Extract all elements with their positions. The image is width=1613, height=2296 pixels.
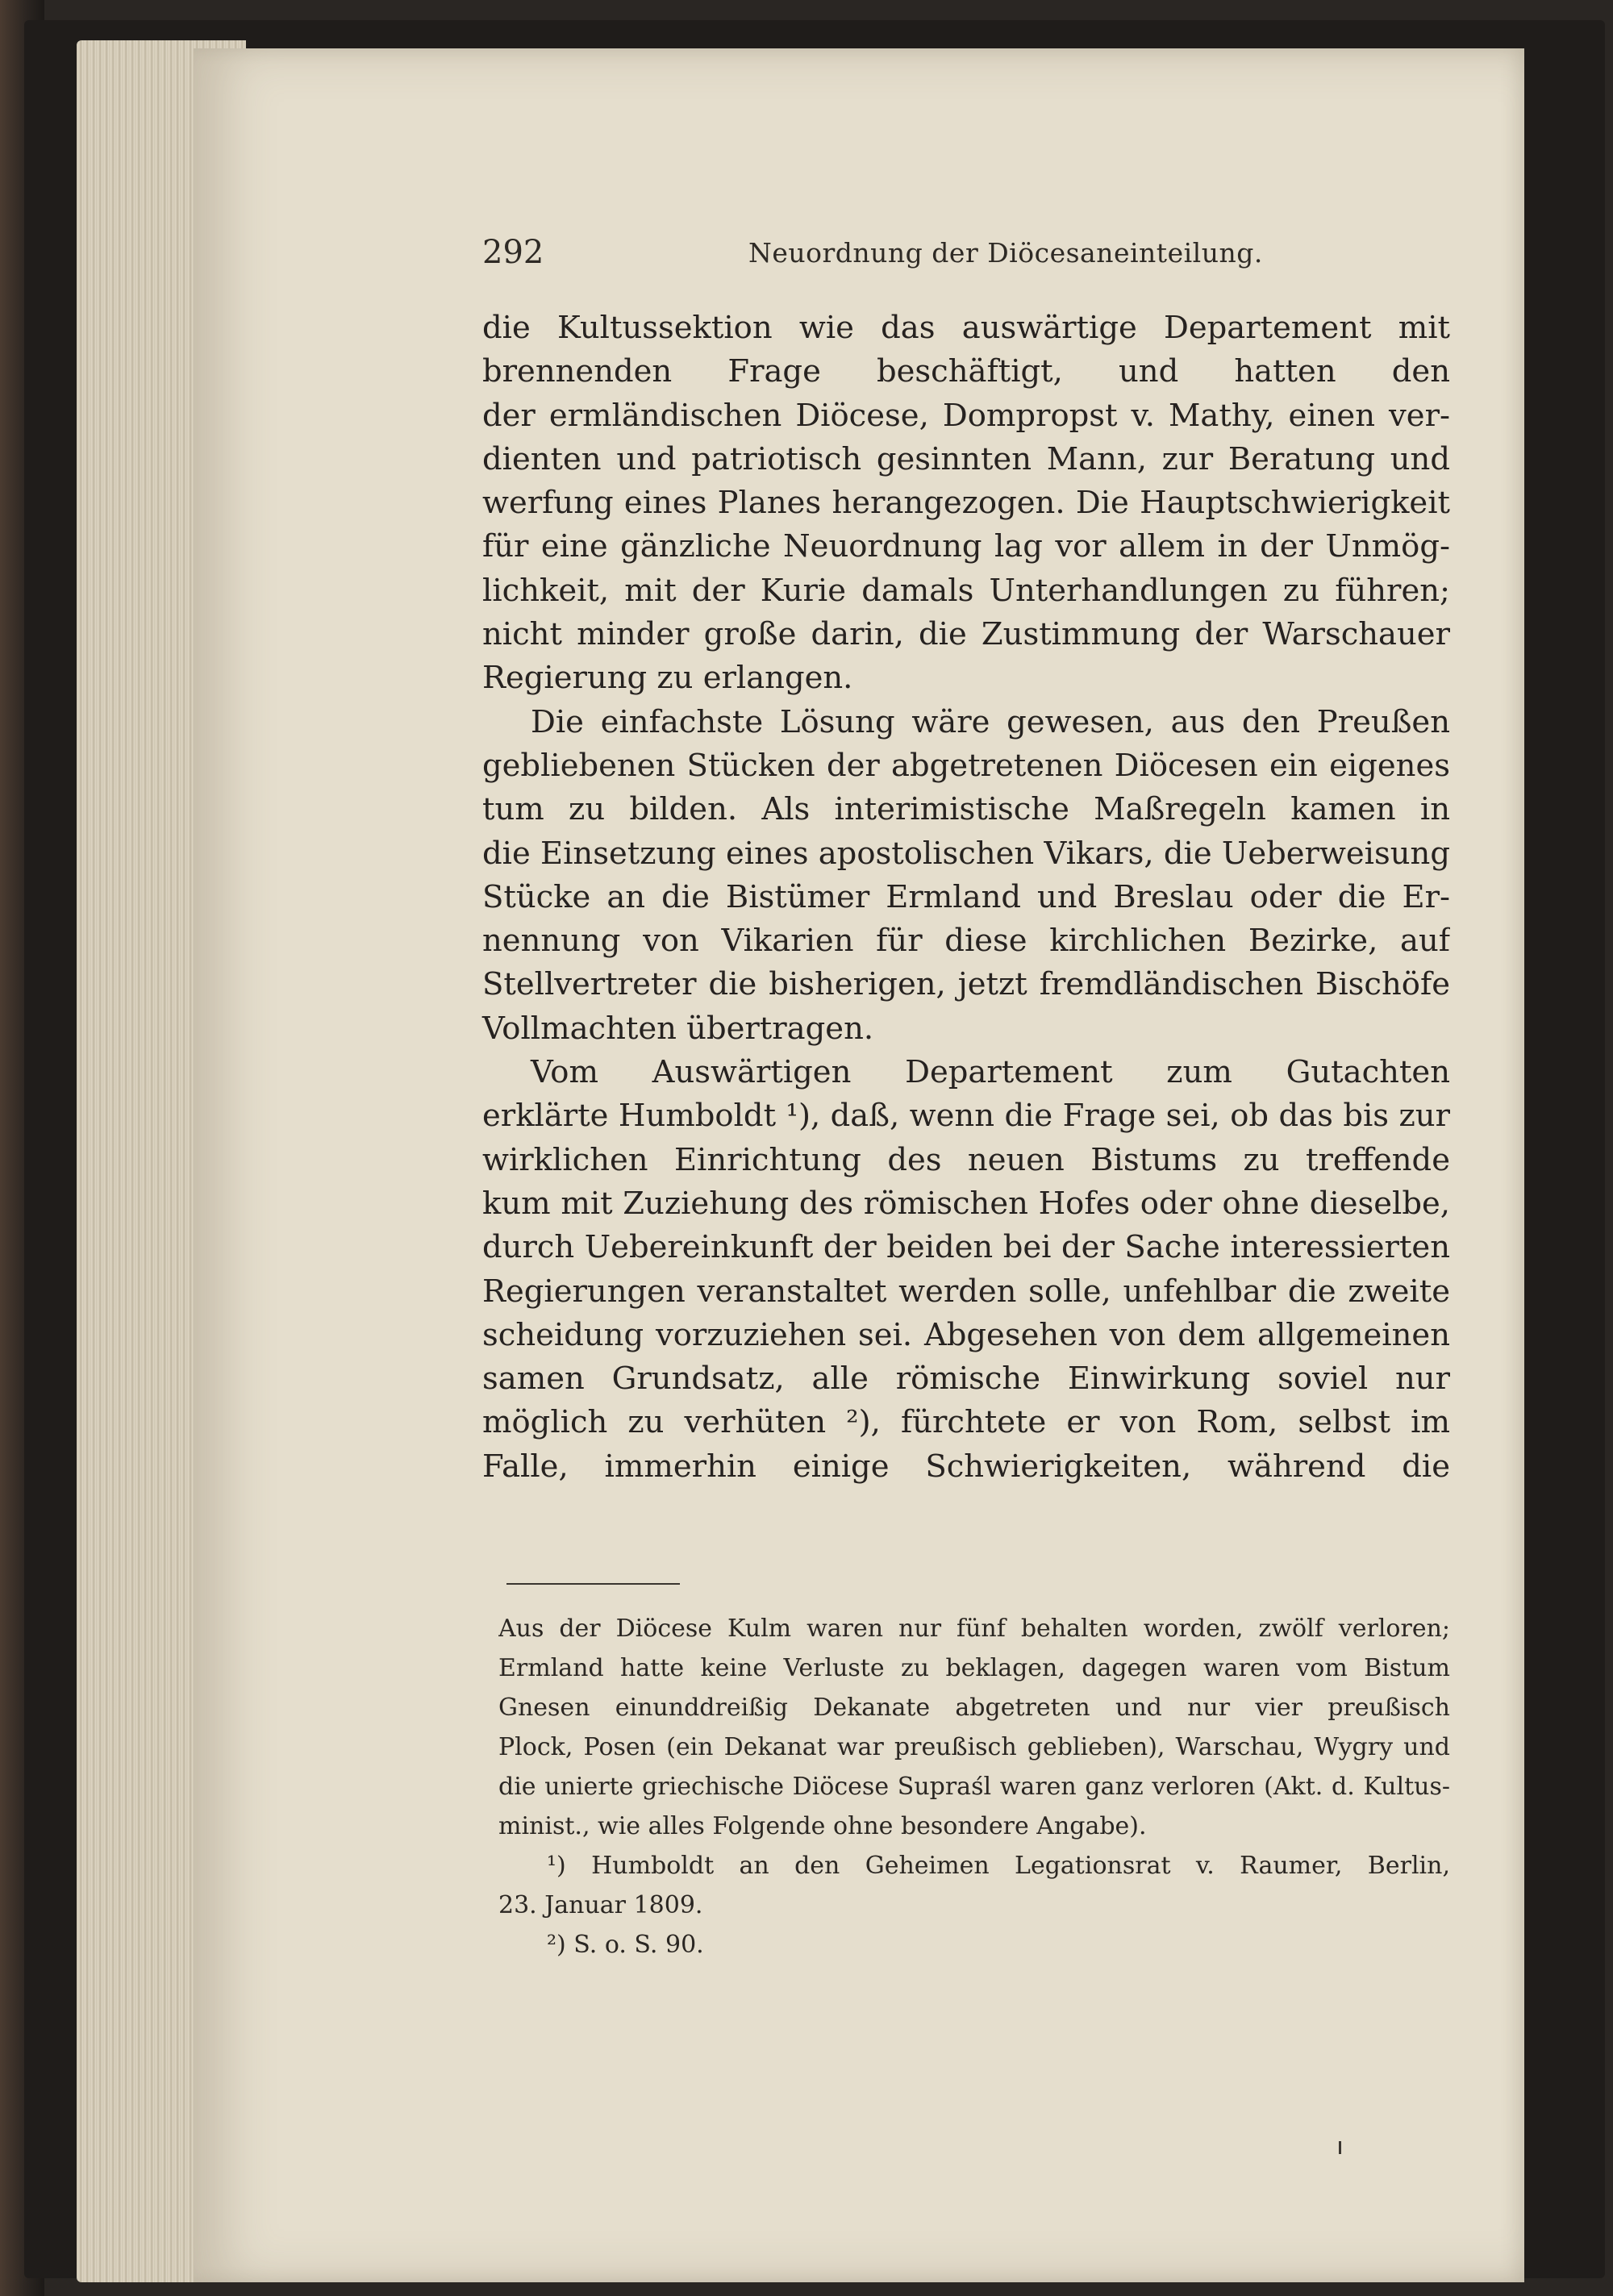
text-line: erklärte Humboldt ¹), daß, wenn die Frage sei, ob das bis zur — [482, 1098, 1450, 1135]
text-line: der ermländischen Diöcese, Dompropst v. Mathy, einen ver- — [482, 397, 1450, 434]
footnote-line: Plock, Posen (ein Dekanat war preußisch geblieben), Warschau, Wygry und — [498, 1733, 1450, 1761]
footnote-line: 23. Januar 1809. — [498, 1891, 703, 1919]
text-line: lichkeit, mit der Kurie damals Unterhandlungen zu führen; — [482, 572, 1450, 609]
text-line: nennung von Vikarien für diese kirchlichen Bezirke, auf — [482, 923, 1450, 960]
footnote-line: Gnesen einunddreißig Dekanate abgetreten und nur vier preußisch — [498, 1694, 1450, 1722]
text-line: Stücke an die Bistümer Ermland und Breslau oder die Er- — [482, 878, 1450, 915]
footnote-line: Aus der Diöcese Kulm waren nur fünf behalten worden, zwölf verloren; — [498, 1615, 1450, 1643]
page-number: 292 — [482, 234, 544, 271]
main-text — [482, 306, 1450, 1489]
text-line: tum zu bilden. Als interimistische Maßregeln kamen in — [482, 791, 1450, 828]
text-line: samen Grundsatz, alle römische Einwirkung soviel nur — [482, 1361, 1450, 1398]
text-line: werfung eines Planes herangezogen. Die Hauptschwierigkeit — [482, 485, 1450, 522]
text-line: gebliebenen Stücken der abgetretenen Diöcesen ein eigenes — [482, 747, 1450, 784]
text-line: dienten und patriotisch gesinnten Mann, zur Beratung und — [482, 440, 1450, 477]
text-line: die Kultussektion wie das auswärtige Departement mit — [482, 310, 1450, 346]
text-line: für eine gänzliche Neuordnung lag vor allem in der Unmög- — [482, 528, 1450, 565]
footnote-line: die unierte griechische Diöcese Supraśl waren ganz verloren (Akt. d. Kultus- — [498, 1773, 1450, 1801]
text-line: möglich zu verhüten ²), fürchtete er von Rom, selbst im — [482, 1404, 1450, 1441]
text-line: scheidung vorzuziehen sei. Abgesehen von dem allgemeinen — [482, 1316, 1450, 1353]
text-line: Stellvertreter die bisherigen, jetzt fremdländischen Bischöfe — [482, 966, 1450, 1003]
footnote-line: Ermland hatte keine Verluste zu beklagen, dagegen waren vom Bistum — [498, 1654, 1450, 1682]
text-line: Die einfachste Lösung wäre gewesen, aus den Preußen — [531, 703, 1450, 740]
text-line: durch Uebereinkunft der beiden bei der Sache interessierten — [482, 1229, 1450, 1266]
text-line: brennenden Frage beschäftigt, und hatten den — [482, 353, 1450, 390]
footnote-line: ¹) Humboldt an den Geheimen Legationsrat v. Raumer, Berlin, — [547, 1852, 1450, 1880]
text-line: die Einsetzung eines apostolischen Vikars, die Ueberweisung — [482, 835, 1450, 872]
text-line: Falle, immerhin einige Schwierigkeiten, während die — [482, 1448, 1450, 1485]
text-line: wirklichen Einrichtung des neuen Bistums zu treffende — [482, 1141, 1450, 1178]
footnotes — [498, 1609, 1450, 1965]
page-mark — [1339, 2141, 1341, 2154]
text-line: nicht minder große darin, die Zustimmung der Warschauer — [482, 616, 1450, 653]
text-line: kum mit Zuziehung des römischen Hofes oder ohne dieselbe, — [482, 1185, 1450, 1222]
footnote-line: minist., wie alles Folgende ohne besondere Angabe). — [498, 1812, 1147, 1840]
running-head-title: Neuordnung der Diöcesaneinteilung. — [748, 237, 1263, 269]
text-line: Regierung zu erlangen. — [482, 660, 853, 697]
running-head — [482, 234, 1450, 282]
text-line: Vollmachten übertragen. — [482, 1010, 874, 1047]
footnote-line: ²) S. o. S. 90. — [547, 1931, 704, 1959]
footnote-rule — [506, 1583, 680, 1585]
text-line: Vom Auswärtigen Departement zum Gutachten — [531, 1054, 1450, 1091]
text-line: Regierungen veranstaltet werden solle, unfehlbar die zweite — [482, 1273, 1450, 1310]
